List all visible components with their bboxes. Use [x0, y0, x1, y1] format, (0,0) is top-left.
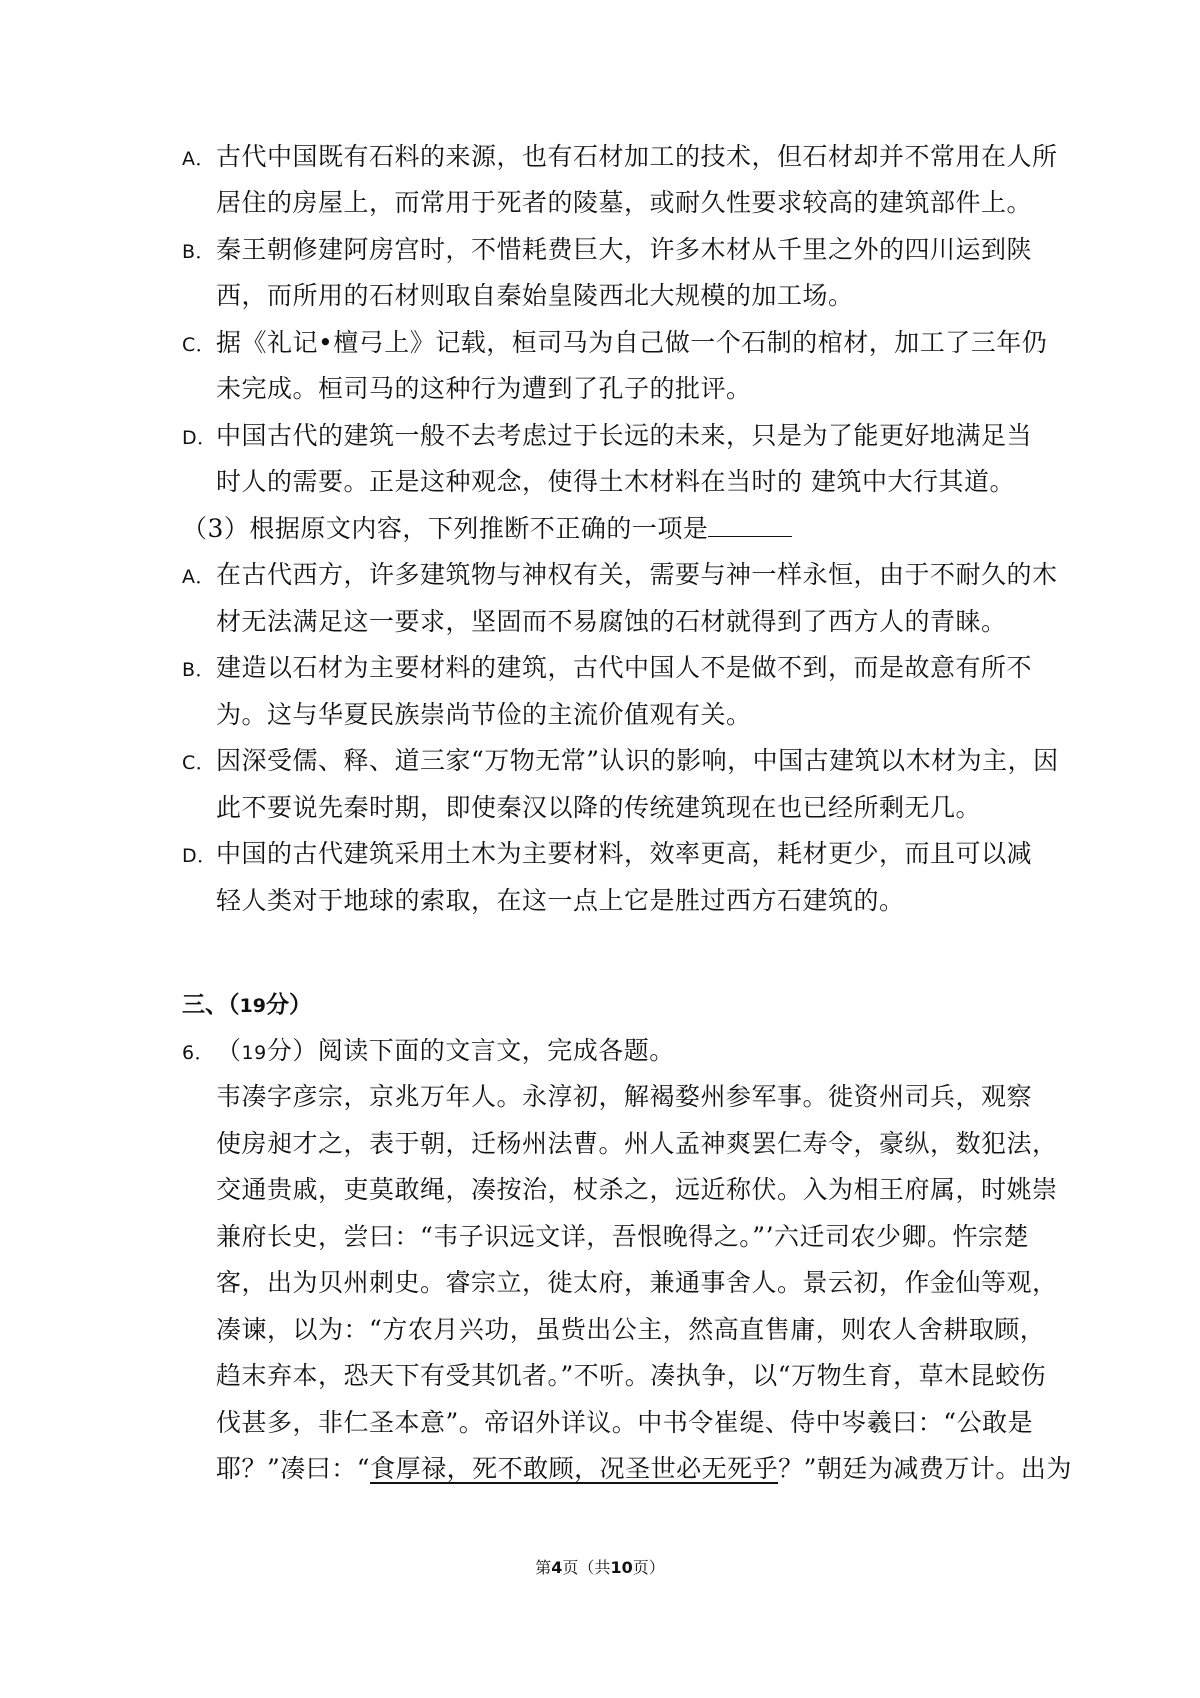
option-letter: D．	[182, 845, 217, 867]
passage-line: 交通贵戚，吏莫敢绳，凑按治，杖杀之，远近称伏。入为相王府属，时姚崇	[216, 1175, 1058, 1204]
option-text-line2: 未完成。桓司马的这种行为遭到了孔子的批评。	[216, 374, 752, 403]
option-letter: A．	[182, 148, 215, 170]
page-footer: 第4页（共10页）	[535, 1558, 665, 1577]
option-letter: B．	[182, 659, 216, 681]
option-text-line2: 西，而所用的石材则取自秦始皇陵西北大规模的加工场。	[216, 281, 854, 310]
passage-line: 兼府长史，尝曰：“韦子识远文详，吾恨晚得之。”’六迁司农少卿。忤宗楚	[216, 1222, 1030, 1251]
q3-number: （3）	[182, 514, 250, 543]
option-text-line1: 秦王朝修建阿房宫时，不惜耗费巨大，许多木材从千里之外的四川运到陕	[216, 235, 1033, 264]
q6-stem-text: 阅读下面的文言文，完成各题。	[317, 1036, 675, 1065]
current-page-number: 4	[551, 1558, 563, 1577]
option-text-line2: 材无法满足这一要求，坚固而不易腐蚀的石材就得到了西方人的青睐。	[216, 607, 1007, 636]
option-text-line1: 中国的古代建筑采用土木为主要材料，效率更高，耗材更少，而且可以减	[216, 839, 1033, 868]
q3-stem	[182, 514, 792, 544]
section-score: 19	[239, 995, 266, 1017]
option-text-line1: 因深受儒、释、道三家“万物无常”认识的影响，中国古建筑以木材为主，因	[216, 746, 1059, 775]
option-text-line2: 此不要说先秦时期，即使秦汉以降的传统建筑现在也已经所剩无几。	[216, 793, 982, 822]
q6-stem: 6．（19分）阅读下面的文言文，完成各题。	[182, 1036, 675, 1068]
passage-line: 客，出为贝州刺史。睿宗立，徙太府，兼通事舍人。景云初，作金仙等观，	[216, 1268, 1058, 1297]
option-text-line1: 据《礼记•檀弓上》记载，桓司马为自己做一个石制的棺材，加工了三年仍	[216, 328, 1048, 357]
option-text-line1: 在古代西方，许多建筑物与神权有关，需要与神一样永恒，由于不耐久的木	[216, 560, 1058, 589]
option-letter: C．	[182, 752, 216, 774]
passage-line: 凑谏，以为：“方农月兴功，虽赀出公主，然高直售庸，则农人舍耕取顾，	[216, 1315, 1046, 1344]
total-pages: 10	[610, 1558, 633, 1577]
option-text-line1: 中国古代的建筑一般不去考虑过于长远的未来，只是为了能更好地满足当	[216, 421, 1033, 450]
section-heading: 三、（19分）	[182, 991, 312, 1018]
passage-line: 使房昶才之，表于朝，迁杨州法曹。州人孟神爽罢仁寿令，豪纵，数犯法，	[216, 1129, 1058, 1158]
option-text-line2: 为。这与华夏民族崇尚节俭的主流价值观有关。	[216, 700, 752, 729]
passage-line: 趋末弃本，恐天下有受其饥者。”不听。凑执争，以“万物生育，草木昆蛟伤	[216, 1361, 1047, 1390]
option-text-line1: 建造以石材为主要材料的建筑，古代中国人不是做不到，而是故意有所不	[216, 653, 1033, 682]
q6-score: 19	[241, 1042, 267, 1064]
passage-line: 耶？”凑曰：“食厚禄，死不敢顾，况圣世必无死乎？”朝廷为减费万计。出为	[216, 1454, 1072, 1483]
q6-number: 6．	[182, 1042, 215, 1064]
option-text-line2: 时人的需要。正是这种观念，使得土木材料在当时的 建筑中大行其道。	[216, 467, 1015, 496]
q3-stem-text: 根据原文内容，下列推断不正确的一项是	[249, 514, 709, 543]
passage-line: 韦凑字彦宗，京兆万年人。永淳初，解褐婺州参军事。徙资州司兵，观察	[216, 1082, 1033, 1111]
answer-blank	[708, 514, 792, 537]
option-letter: A．	[182, 566, 215, 588]
option-letter: D．	[182, 427, 217, 449]
option-letter: C．	[182, 334, 216, 356]
option-text-line1: 古代中国既有石料的来源，也有石材加工的技术，但石材却并不常用在人所	[216, 142, 1058, 171]
option-letter: B．	[182, 241, 216, 263]
passage-line: 伐甚多，非仁圣本意”。帝诏外详议。中书令崔缇、侍中岑羲曰：“公敢是	[216, 1408, 1034, 1437]
option-text-line2: 轻人类对于地球的索取，在这一点上它是胜过西方石建筑的。	[216, 886, 905, 915]
option-text-line2: 居住的房屋上，而常用于死者的陵墓，或耐久性要求较高的建筑部件上。	[216, 188, 1033, 217]
underlined-sentence: 食厚禄，死不敢顾，况圣世必无死乎	[370, 1454, 779, 1483]
